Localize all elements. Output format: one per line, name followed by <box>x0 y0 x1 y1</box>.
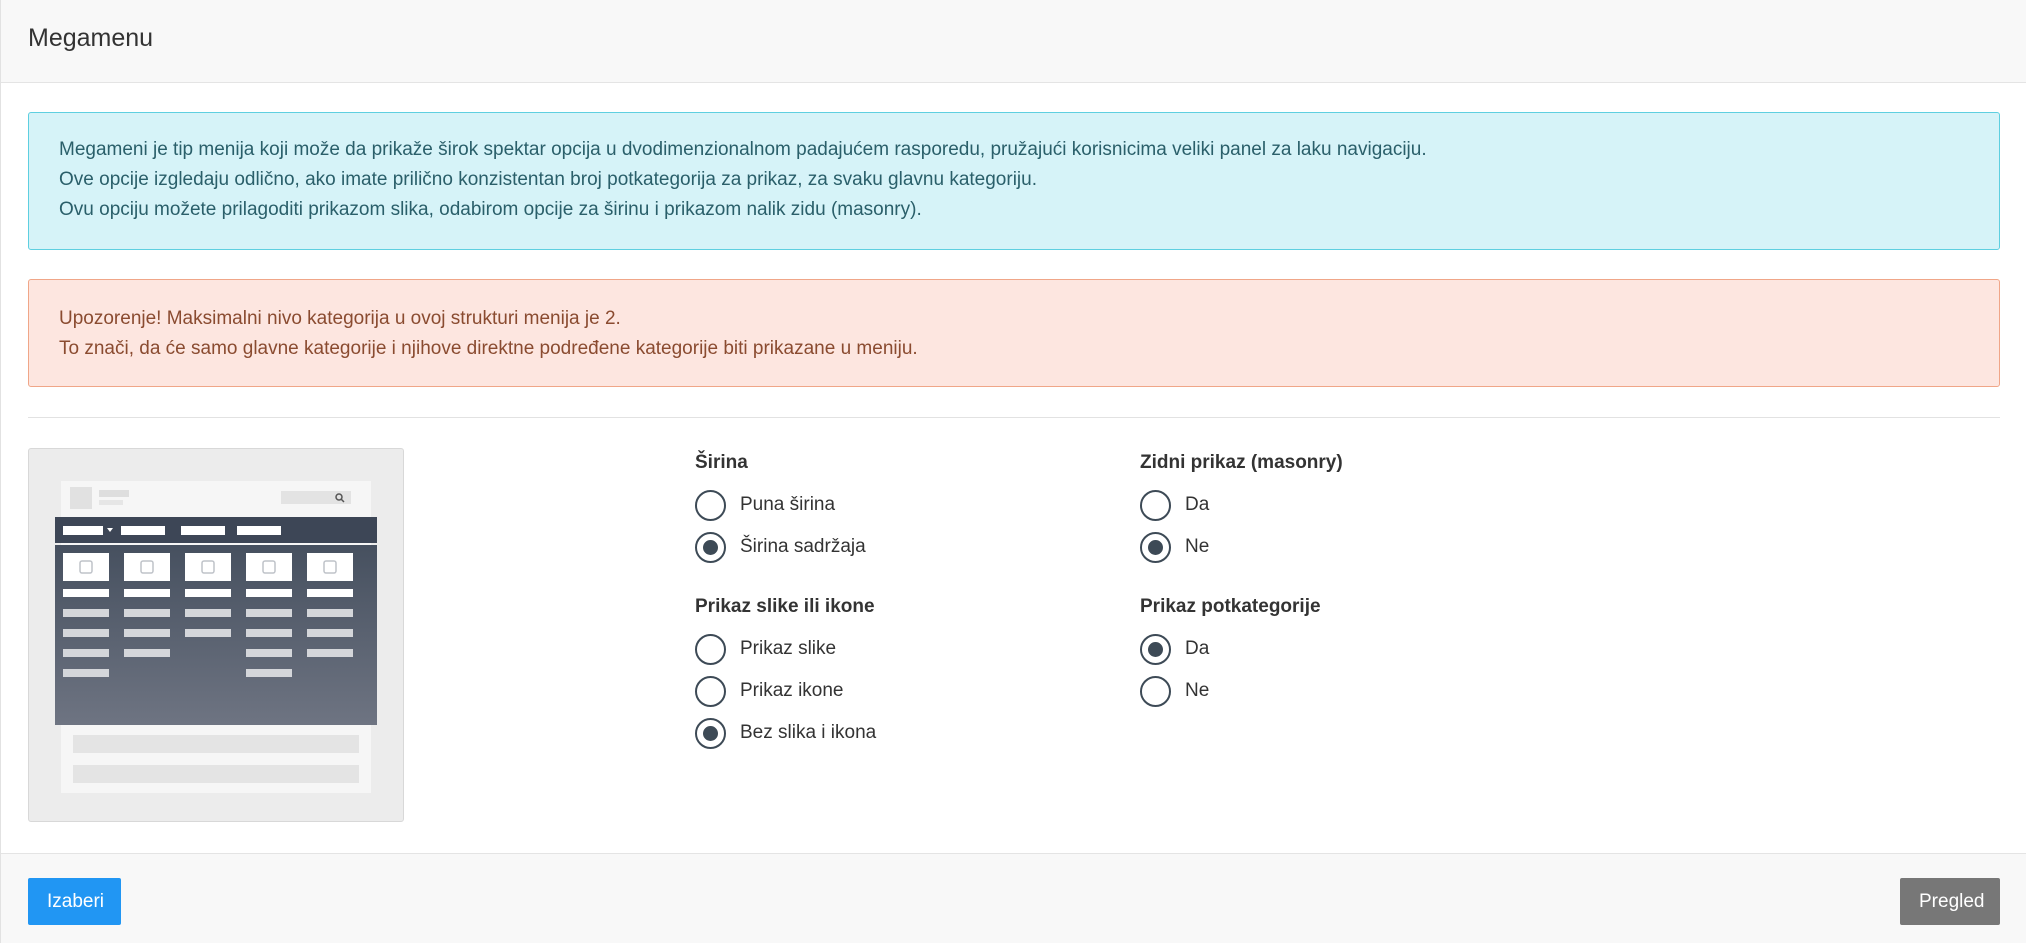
radio-label: Da <box>1185 494 1210 515</box>
subcategories-group-label: Prikaz potkategorije <box>1140 596 1321 617</box>
radio-button[interactable] <box>695 532 726 563</box>
radio-label: Ne <box>1185 680 1210 701</box>
radio-label: Puna širina <box>740 494 836 515</box>
modal-footer <box>1 853 2026 943</box>
width-group-label: Širina <box>695 452 748 473</box>
radio-label: Prikaz slike <box>740 638 837 659</box>
info-alert-line: Megameni je tip menija koji može da prikaže širok spektar opcija u dvodimenzionalnom padajućem rasporedu, pružajući korisnicima veliki panel za laku navigaciju. <box>59 139 1427 160</box>
info-alert-line: Ove opcije izgledaju odlično, ako imate prilično konzistentan broj potkategorija za prikaz, za svaku glavnu kategoriju. <box>59 169 1037 190</box>
radio-masonry-yes[interactable] <box>1140 489 1209 521</box>
warning-alert-line: To znači, da će samo glavne kategorije i njihove direktne podređene kategorije biti prikazane u meniju. <box>59 338 918 359</box>
warning-alert <box>28 279 2000 387</box>
radio-full-width[interactable] <box>695 489 835 521</box>
radio-label: Širina sadržaja <box>740 536 866 557</box>
warning-alert-line: Upozorenje! Maksimalni nivo kategorija u ovoj strukturi menija je 2. <box>59 308 621 329</box>
radio-button[interactable] <box>1140 532 1171 563</box>
preview-button[interactable]: Pregled <box>1900 878 2000 925</box>
radio-content-width[interactable] <box>695 531 866 563</box>
radio-show-icon[interactable] <box>695 675 844 707</box>
megamenu-preview-icon <box>29 449 405 823</box>
image-icon-group-label: Prikaz slike ili ikone <box>695 596 875 617</box>
radio-button[interactable] <box>695 718 726 749</box>
radio-no-image-icon[interactable] <box>695 717 876 749</box>
radio-button[interactable] <box>695 676 726 707</box>
radio-button[interactable] <box>1140 676 1171 707</box>
radio-button[interactable] <box>1140 634 1171 665</box>
radio-label: Prikaz ikone <box>740 680 844 701</box>
radio-label: Bez slika i ikona <box>740 722 877 743</box>
radio-subcategories-no[interactable] <box>1140 675 1209 707</box>
radio-show-image[interactable] <box>695 633 836 665</box>
info-alert <box>28 112 2000 250</box>
modal-header <box>1 0 2026 83</box>
radio-button[interactable] <box>695 490 726 521</box>
radio-label: Ne <box>1185 536 1210 557</box>
radio-label: Da <box>1185 638 1210 659</box>
radio-button[interactable] <box>1140 490 1171 521</box>
radio-masonry-no[interactable] <box>1140 531 1209 563</box>
select-button[interactable]: Izaberi <box>28 878 121 925</box>
radio-subcategories-yes[interactable] <box>1140 633 1209 665</box>
radio-button[interactable] <box>695 634 726 665</box>
info-alert-line: Ovu opciju možete prilagoditi prikazom slika, odabirom opcije za širinu i prikazom nalik zidu (masonry). <box>59 199 922 220</box>
megamenu-preview-illustration <box>28 448 404 822</box>
section-divider <box>28 417 2000 418</box>
modal-title: Megamenu <box>28 24 154 52</box>
masonry-group-label: Zidni prikaz (masonry) <box>1140 452 1343 473</box>
